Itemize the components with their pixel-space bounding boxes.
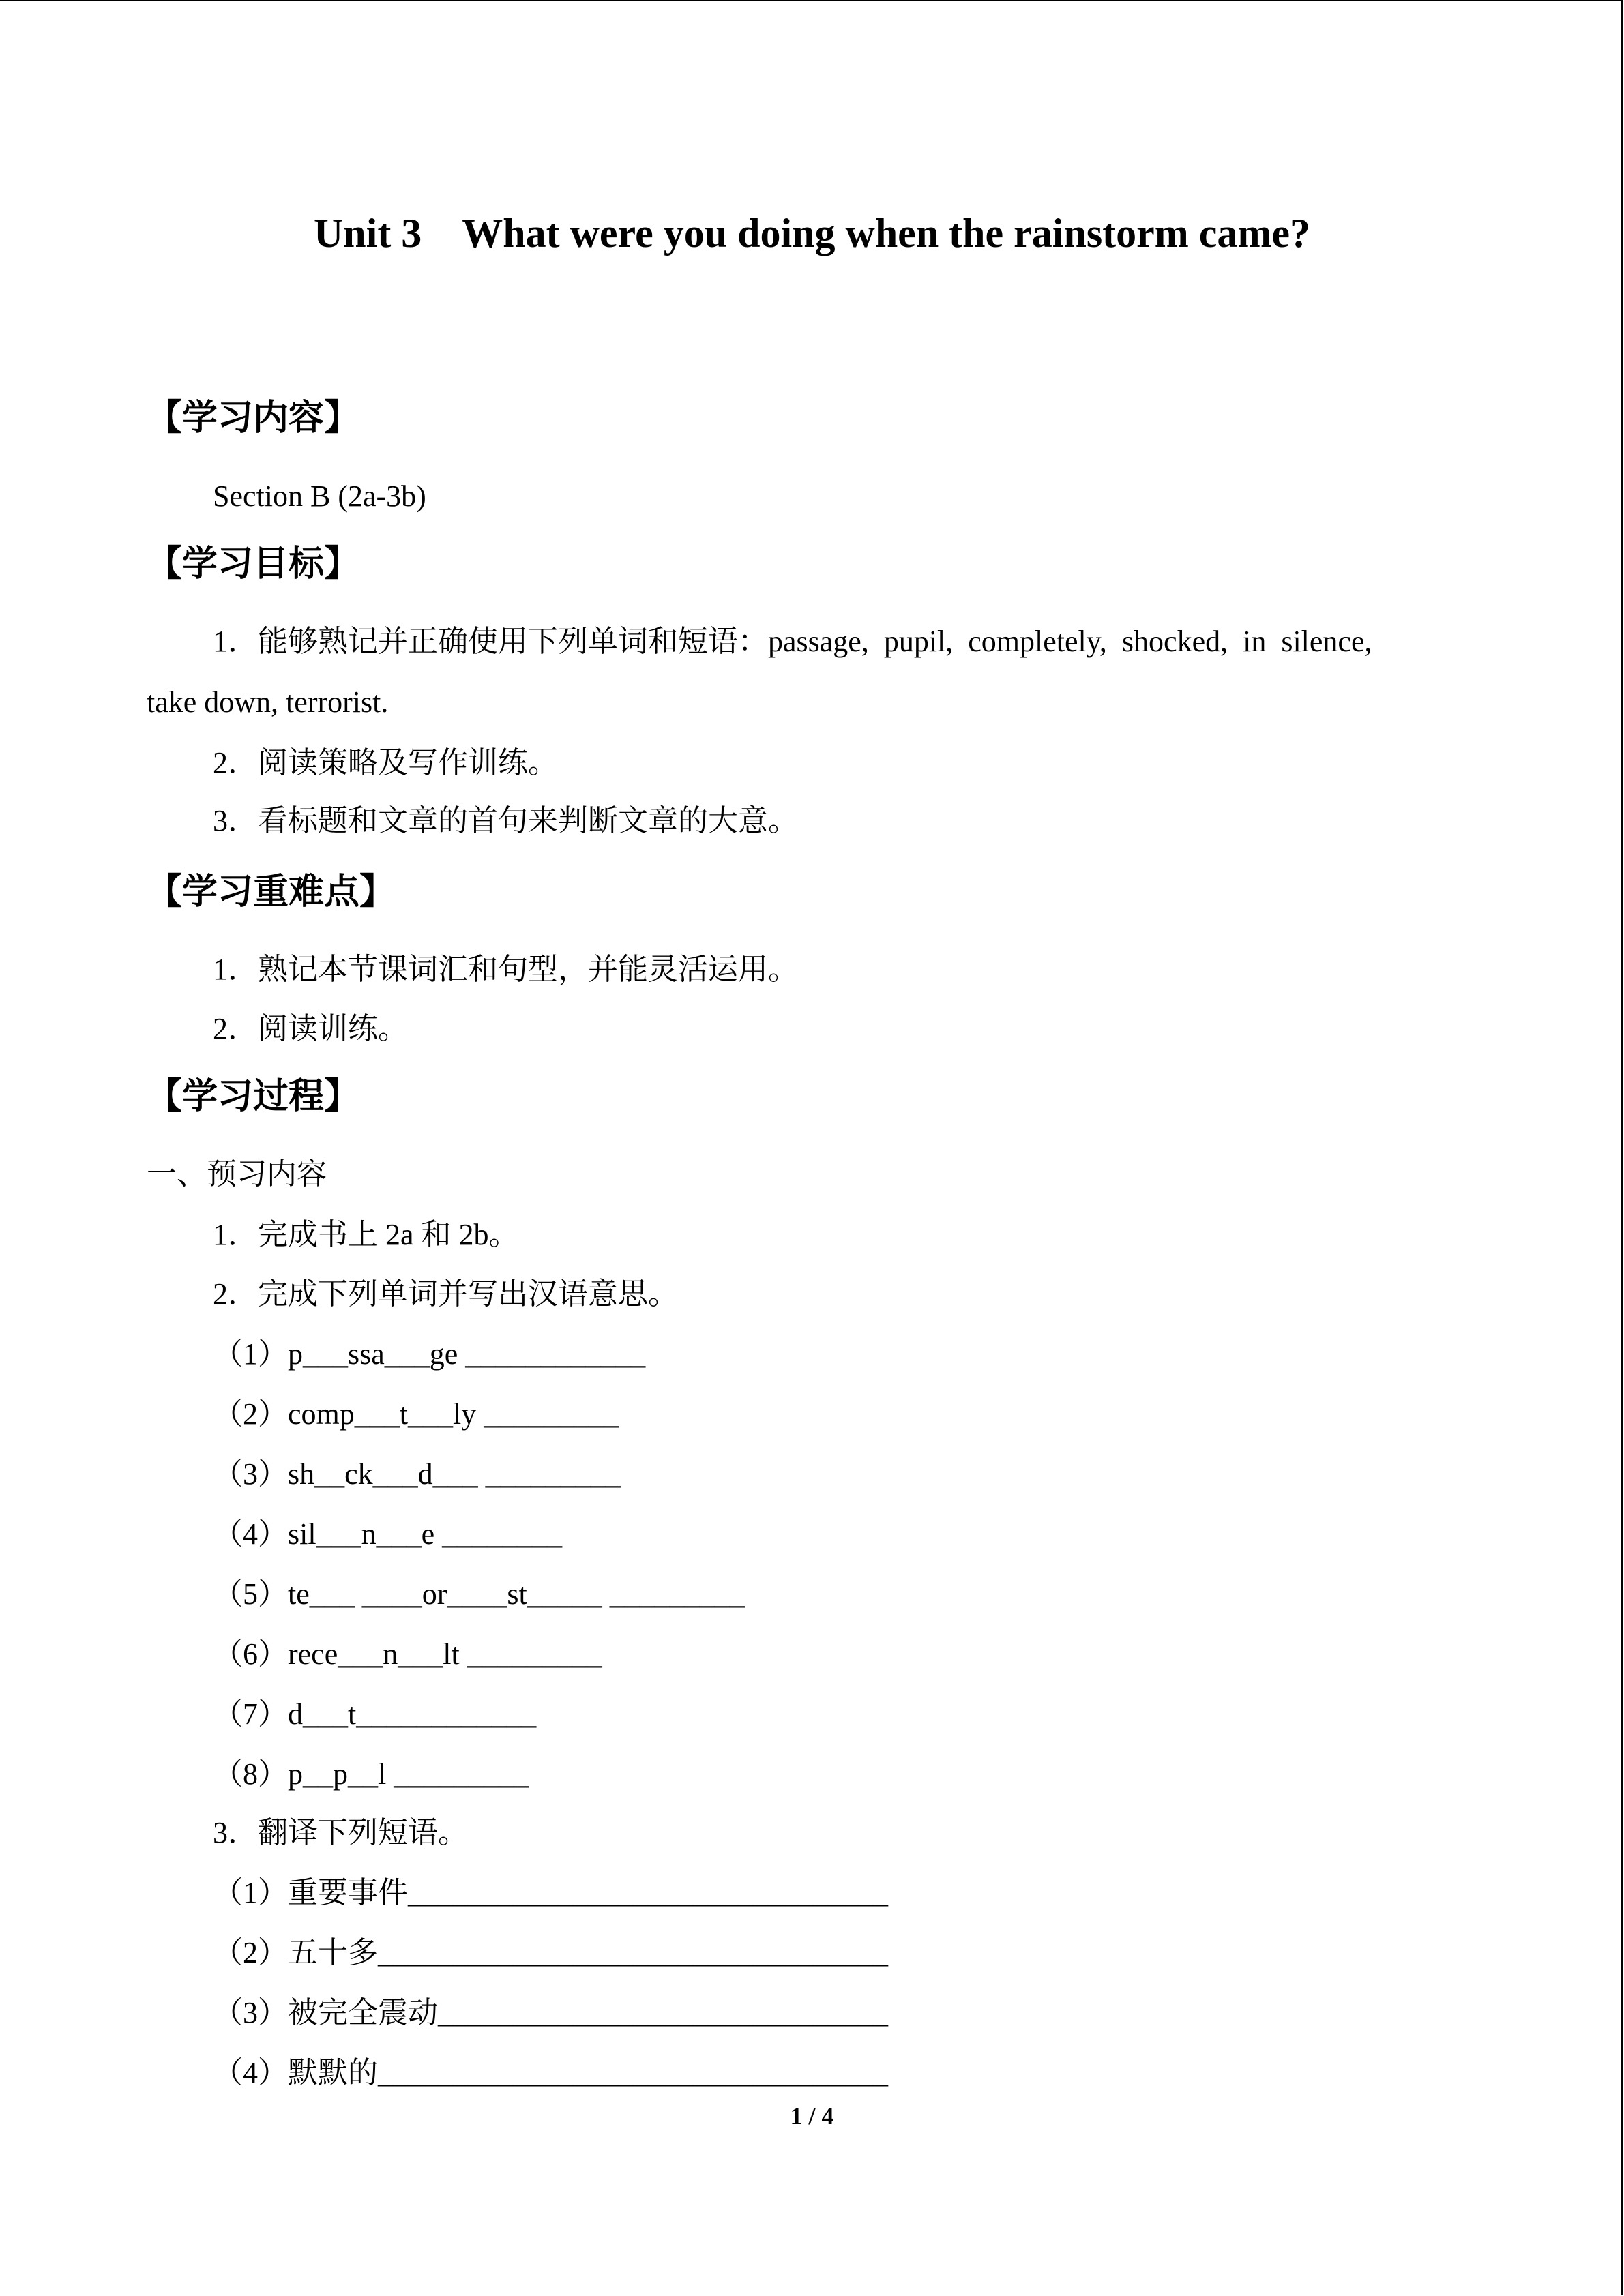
process-item-2: 2．完成下列单词并写出汉语意思。	[213, 1277, 678, 1311]
key-point-2: 2．阅读训练。	[213, 1012, 408, 1045]
translate-heading: 3．翻译下列短语。	[213, 1816, 468, 1849]
word-item-2: （2）comp___t___ly _________	[213, 1397, 619, 1431]
process-item-1: 1．完成书上 2a 和 2b。	[213, 1218, 519, 1251]
study-content-text: Section B (2a-3b)	[213, 479, 426, 513]
phrase-item-1: （1）重要事件________________________________	[213, 1876, 888, 1909]
heading-study-content: 【学习内容】	[147, 398, 360, 438]
word-item-3: （3）sh__ck___d___ _________	[213, 1457, 621, 1491]
word-item-7: （7）d___t____________	[213, 1697, 537, 1731]
word-item-4: （4）sil___n___e ________	[213, 1517, 563, 1551]
goal-item-1: 1．能够熟记并正确使用下列单词和短语：passage, pupil, completely, shocked, in silence,	[213, 625, 1372, 658]
process-intro: 一、预习内容	[147, 1157, 327, 1191]
goal-item-3: 3．看标题和文章的首句来判断文章的大意。	[213, 804, 798, 837]
page-title: Unit 3 What were you doing when the rainstorm came?	[313, 211, 1311, 256]
goal-item-2: 2．阅读策略及写作训练。	[213, 746, 558, 779]
heading-study-goals: 【学习目标】	[147, 543, 360, 584]
goal-item-1-cont: take down, terrorist.	[147, 685, 389, 719]
phrase-item-3: （3）被完全震动______________________________	[213, 1996, 888, 2029]
page-number: 1 / 4	[790, 2102, 834, 2130]
phrase-item-2: （2）五十多__________________________________	[213, 1936, 888, 1969]
heading-study-process: 【学习过程】	[147, 1076, 360, 1117]
heading-key-points: 【学习重难点】	[147, 871, 396, 912]
phrase-item-4: （4）默默的__________________________________	[213, 2056, 888, 2089]
word-item-8: （8）p__p__l _________	[213, 1757, 529, 1791]
word-item-1: （1）p___ssa___ge ____________	[213, 1337, 646, 1371]
word-item-6: （6）rece___n___lt _________	[213, 1637, 602, 1671]
word-item-5: （5）te___ ____or____st_____ _________	[213, 1577, 745, 1611]
key-point-1: 1．熟记本节课词汇和句型，并能灵活运用。	[213, 953, 798, 986]
